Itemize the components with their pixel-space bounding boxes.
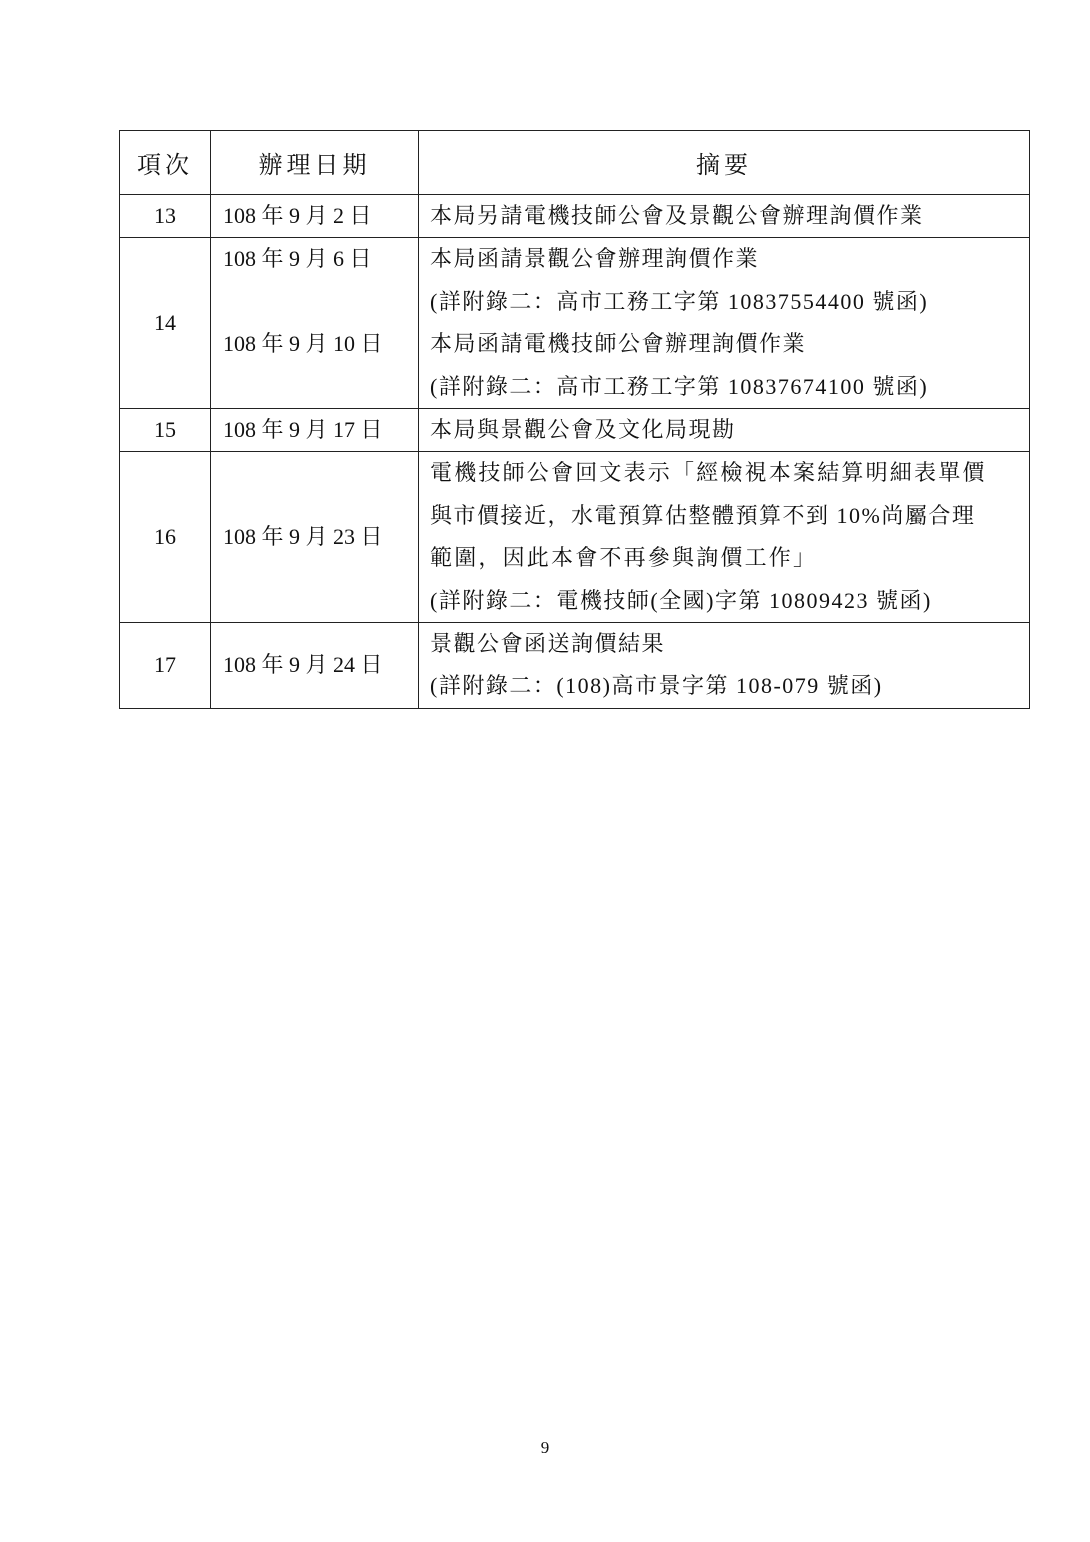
row-item-number: 14 <box>120 238 211 409</box>
row-date: 108 年 9 月 2 日 <box>223 203 372 228</box>
row-date-cell <box>211 622 419 708</box>
summary-line: 本局函請景觀公會辦理詢價作業 <box>430 246 760 272</box>
row-item-number: 16 <box>120 452 211 623</box>
row-date: 108 年 9 月 17 日 <box>223 416 383 442</box>
row-date: 108 年 9 月 6 日 <box>223 246 372 272</box>
summary-line: (詳附錄二：高市工務工字第 10837674100 號函) <box>430 373 929 399</box>
summary-line: 本局與景觀公會及文化局現勘 <box>430 416 736 442</box>
table-row <box>120 622 1030 708</box>
header-summary: 摘要 <box>419 131 1030 195</box>
summary-line: 電機技師公會回文表示「經檢視本案結算明細表單價 <box>430 460 987 486</box>
row-item-number: 13 <box>120 195 211 238</box>
summary-line: 本局另請電機技師公會及景觀公會辦理詢價作業 <box>430 203 924 228</box>
row-date-cell <box>211 238 419 409</box>
table-row <box>120 195 1030 238</box>
summary-line: 與市價接近，水電預算估整體預算不到 10%尚屬合理 <box>430 502 976 528</box>
row-item-number: 15 <box>120 408 211 451</box>
row-date-cell <box>211 452 419 623</box>
header-item: 項次 <box>120 131 211 195</box>
summary-line: 範圍，因此本會不再參與詢價工作」 <box>430 545 818 571</box>
row-summary-cell <box>419 622 1030 708</box>
row-summary-cell <box>419 452 1030 623</box>
row-summary-cell <box>419 408 1030 451</box>
summary-line: 本局函請電機技師公會辦理詢價作業 <box>430 331 807 357</box>
summary-line: (詳附錄二：(108)高市景字第 108-079 號函) <box>430 673 883 699</box>
summary-line: (詳附錄二：電機技師(全國)字第 10809423 號函) <box>430 587 932 613</box>
row-date-cell <box>211 195 419 238</box>
header-date: 辦理日期 <box>211 131 419 195</box>
table-row <box>120 238 1030 409</box>
table-header-row <box>120 131 1030 195</box>
table-row <box>120 452 1030 623</box>
row-date: 108 年 9 月 23 日 <box>223 523 383 549</box>
table-row <box>120 408 1030 451</box>
page-number: 9 <box>540 1438 550 1457</box>
summary-line: (詳附錄二：高市工務工字第 10837554400 號函) <box>430 288 929 314</box>
processing-record-table <box>119 130 1030 709</box>
summary-line: 景觀公會函送詢價結果 <box>430 630 666 656</box>
row-date-cell <box>211 408 419 451</box>
row-date: 108 年 9 月 10 日 <box>223 331 383 357</box>
row-summary-cell <box>419 238 1030 409</box>
row-date: 108 年 9 月 24 日 <box>223 652 383 678</box>
row-summary-cell <box>419 195 1030 238</box>
row-item-number: 17 <box>120 622 211 708</box>
